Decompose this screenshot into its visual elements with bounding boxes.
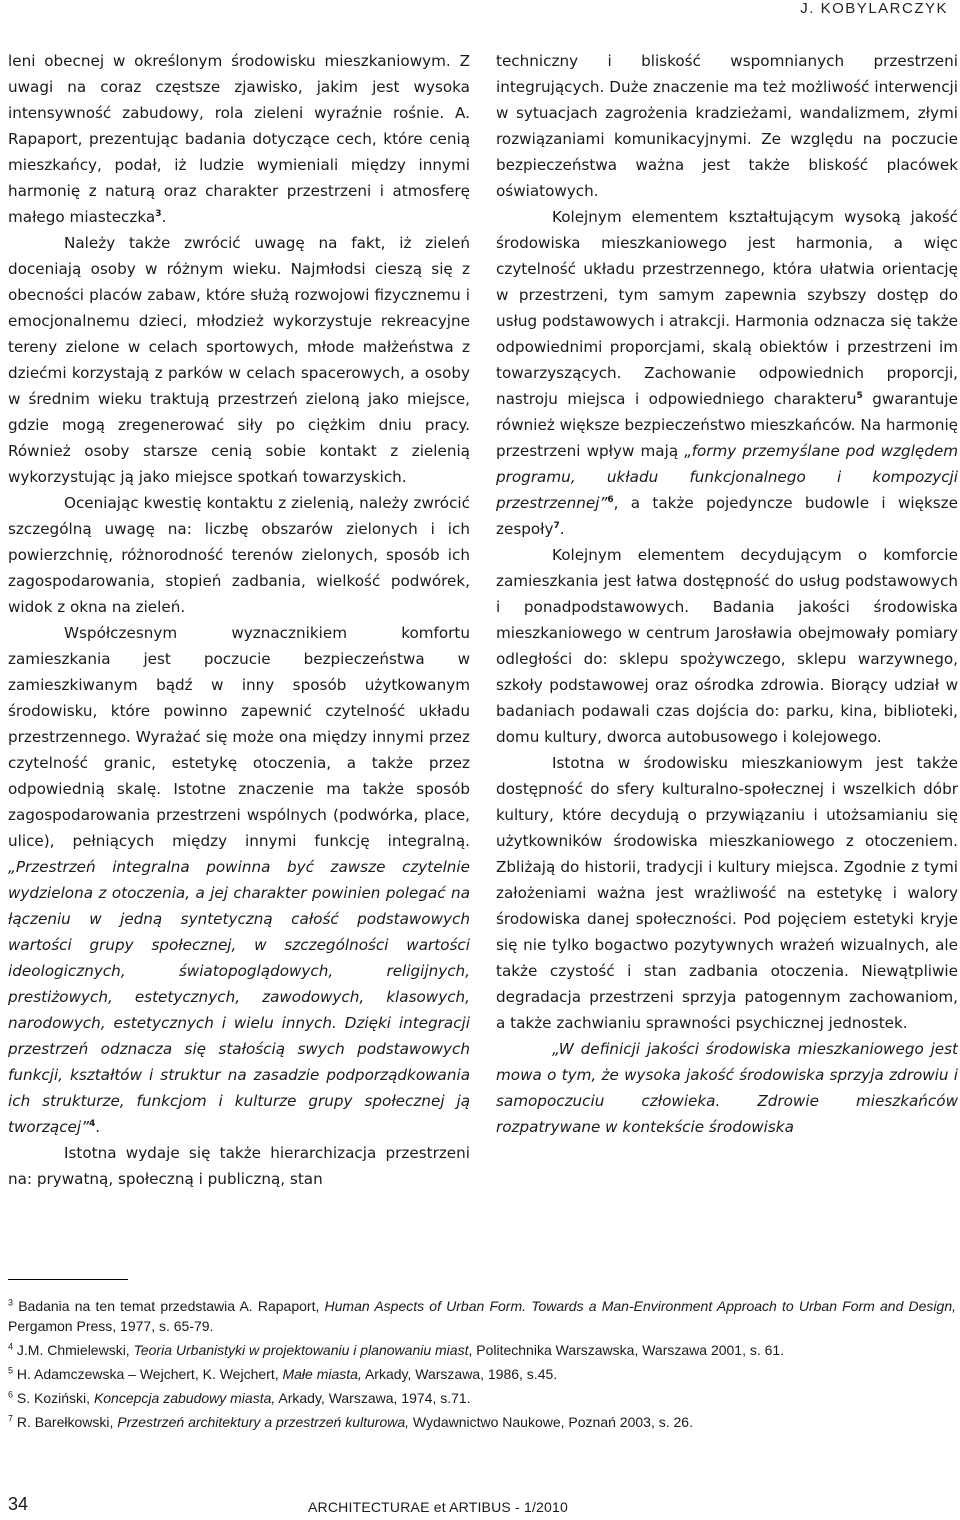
footnote-title: Teoria Urbanistyki w projektowaniu i planowaniu miast [133, 1342, 469, 1358]
footnote-number: 4 [8, 1341, 14, 1352]
footnote [8, 1412, 956, 1432]
footnote-number: 7 [8, 1413, 14, 1424]
paragraph: Istotna wydaje się także hierarchizacja przestrzeni na: prywatną, społeczną i publiczną, stan [8, 1144, 470, 1188]
paragraph-text: gwarantuje również większe bezpieczeństwo mieszkańców. Na harmonię przestrzeni wpływ mają [496, 390, 959, 460]
footnote-text: Arkady, Warszawa, 1974, s.71. [275, 1390, 471, 1406]
paragraph [8, 620, 470, 1140]
footnote [8, 1296, 956, 1336]
running-head-author: J. KOBYLARCZYK [800, 0, 948, 17]
footnote-ref: 3 [155, 208, 162, 219]
left-column [8, 48, 470, 1192]
footnote-title: Przestrzeń architektury a przestrzeń kulturowa, [117, 1414, 410, 1430]
quote-text: „Przestrzeń integralna powinna być zawsze czytelnie wydzielona z otoczenia, a jej charakter powinien polegać na łączeniu w jedną syntetyczną całość podstawowych wartości grupy społecznej, w szczególności wartości ideologicznych, światopoglądowych, religijnych, prestiżowych, estetycznych, zawodowych, klasowych, narodowych, estetycznych i wielu innych. Dzięki integracji przestrzeń odznacza się stałością swych podstawowych funkcji, kształtów i struktur na zasadzie podporządkowania ich strukturze, funkcjom i kulturze grupy społecznej ją tworzącej” [8, 858, 470, 1136]
paragraph-text: . [559, 520, 565, 538]
journal-footer: ARCHITECTURAE et ARTIBUS - 1/2010 [308, 1499, 568, 1515]
paragraph-text: . [161, 208, 167, 226]
footnote-text: Badania na ten temat przedstawia A. Rapaport, [18, 1298, 325, 1314]
footnote-ref: 5 [856, 390, 863, 401]
paragraph-text: , a także pojedyncze budowle i większe zespoły [496, 494, 958, 538]
footnote-text: , Politechnika Warszawska, Warszawa 2001, s. 61. [468, 1342, 785, 1358]
footnote-text: H. Adamczewska – Wejchert, K. Wejchert, [16, 1366, 283, 1382]
footnote-ref: 4 [88, 1118, 96, 1129]
footnote-number: 6 [8, 1389, 14, 1400]
quote-text: „formy przemyślane pod względem programu, układu funkcjonalnego i kompozycji przestrzennej” [496, 442, 958, 512]
footnote [8, 1364, 956, 1384]
footnote-text: J.M. Chmielewski, [16, 1342, 134, 1358]
footnote [8, 1340, 956, 1360]
paragraph-text: leni obecnej w określonym środowisku mieszkaniowym. Z uwagi na coraz częstsze zjawisko, jakim jest wysoka intensywność zabudowy, rola zieleni wyraźnie rośnie. A. Rapaport, prezentując badania dotyczące cech, które cenią mieszkańcy, podał, iż ludzie wymieniali między innymi harmonię z naturą oraz charakter przestrzeni i atmosferę małego miasteczka [8, 52, 470, 226]
paragraph [8, 48, 470, 230]
paragraph-text: . [95, 1118, 101, 1136]
footnote-ref: 7 [553, 520, 560, 531]
paragraph: Kolejnym elementem decydującym o komforcie zamieszkania jest łatwa dostępność do usług podstawowych i ponadpodstawowych. Badania jakości środowiska mieszkaniowego w centrum Jarosławia obejmowały pomiary odległości do: sklepu spożywczego, sklepu warzywnego, szkoły podstawowej oraz ośrodka zdrowia. Biorący udział w badaniach podawali czas dojścia do: parku, kina, biblioteki, domu kultury, dworca autobusowego i kolejowego. [496, 546, 958, 746]
paragraph: Istotna w środowisku mieszkaniowym jest także dostępność do sfery kulturalno-społecznej i wszelkich dóbr kultury, które decydują o przywiązaniu i utożsamianiu się użytkowników środowiska mieszkaniowego z otoczeniem. Zbliżają do historii, tradycji i kultury miejsca. Zgodnie z tymi założeniami ważna jest wrażliwość na estetykę i walory środowiska danej społeczności. Pod pojęciem estetyki kryje się nie tylko bogactwo pozytywnych wrażeń wizualnych, ale także czystość i stan zadbania otoczenia. Niewątpliwie degradacja przestrzeni sprzyja patogennym zachowaniom, a także zachwianiu sprawności psychicznej jednostek. [496, 754, 958, 1032]
paragraph-text: Kolejnym elementem kształtującym wysoką jakość środowiska mieszkaniowego jest harmonia, a więc czytelność układu przestrzennego, która ułatwia orientację w przestrzeni, tym samym zapewnia szybszy dostęp do usług podstawowych i atrakcji. Harmonia odznacza się także odpowiednimi proporcjami, skalą obiektów i przestrzeni im towarzyszących. Zachowanie odpowiednich proporcji, nastroju miejsca i odpowiedniego charakteru [496, 208, 958, 408]
footnote-number: 3 [8, 1297, 14, 1308]
paragraph [496, 204, 958, 542]
right-column [496, 48, 958, 1140]
footnote-text: S. Koziński, [16, 1390, 94, 1406]
paragraph: techniczny i bliskość wspomnianych przestrzeni integrujących. Duże znaczenie ma też możliwość interwencji w sytuacjach zagrożenia kradzieżami, wandalizmem, złymi rozwiązaniami komunikacyjnymi. Ze względu na poczucie bezpieczeństwa ważna jest także bliskość placówek oświatowych. [496, 52, 958, 200]
footnote-number: 5 [8, 1365, 14, 1376]
paragraph [496, 1036, 958, 1140]
footnote-title: Małe miasta, [282, 1366, 362, 1382]
page-number: 34 [8, 1494, 29, 1514]
quote-text: „W definicji jakości środowiska mieszkaniowego jest mowa o tym, że wysoka jakość środowiska sprzyja zdrowiu i samopoczuciu człowieka. Zdrowie mieszkańców rozpatrywane w kontekście środowiska [496, 1040, 958, 1136]
footnote-title: Koncepcja zabudowy miasta, [93, 1390, 276, 1406]
footnotes [8, 1296, 956, 1436]
footnote-text: Pergamon Press, 1977, s. 65-79. [8, 1318, 214, 1334]
footnote-title: Human Aspects of Urban Form. Towards a Man-Environment Approach to Urban Form and Design, [324, 1298, 957, 1314]
paragraph-text: Współczesnym wyznacznikiem komfortu zamieszkania jest poczucie bezpieczeństwa w zamieszkiwanym bądź w inny sposób użytkowanym środowisku, które powinno zapewnić czytelność układu przestrzennego. Wyrażać się może ona między innymi przez czytelność granic, estetykę otoczenia, a także przez odpowiednią skalę. Istotne znaczenie ma także sposób zagospodarowania przestrzeni wspólnych (podwórka, place, ulice), pełniących między innymi funkcję integralną. [8, 624, 470, 850]
footnote-text: Arkady, Warszawa, 1986, s.45. [361, 1366, 558, 1382]
paragraph: Należy także zwrócić uwagę na fakt, iż zieleń doceniają osoby w różnym wieku. Najmłodsi cieszą się z obecności placów zabaw, które służą rozwojowi fizycznemu i emocjonalnemu dzieci, młodzież wykorzystuje rekreacyjne tereny zielone w celach sportowych, młode małżeństwa z dziećmi korzystają z parków w celach spacerowych, a osoby w średnim wieku traktują przestrzeń zieloną jako miejsce, gdzie mogą zregenerować siły po ciężkim dniu pracy. Również osoby starsze cenią sobie kontakt z zielenią wykorzystując ją jako miejsce spotkań towarzyskich. [8, 234, 470, 486]
footnote [8, 1388, 956, 1408]
footnote-text: R. Barełkowski, [16, 1414, 118, 1430]
footnote-divider [8, 1279, 128, 1280]
paragraph: Oceniając kwestię kontaktu z zielenią, należy zwrócić szczególną uwagę na: liczbę obszarów zielonych i ich powierzchnię, różnorodność terenów zielonych, sposób ich zagospodarowania, stopień zadbania, wielkość podwórek, widok z okna na zieleń. [8, 494, 470, 616]
footnote-ref: 6 [607, 494, 614, 505]
footnote-text: Wydawnictwo Naukowe, Poznań 2003, s. 26. [409, 1414, 693, 1430]
